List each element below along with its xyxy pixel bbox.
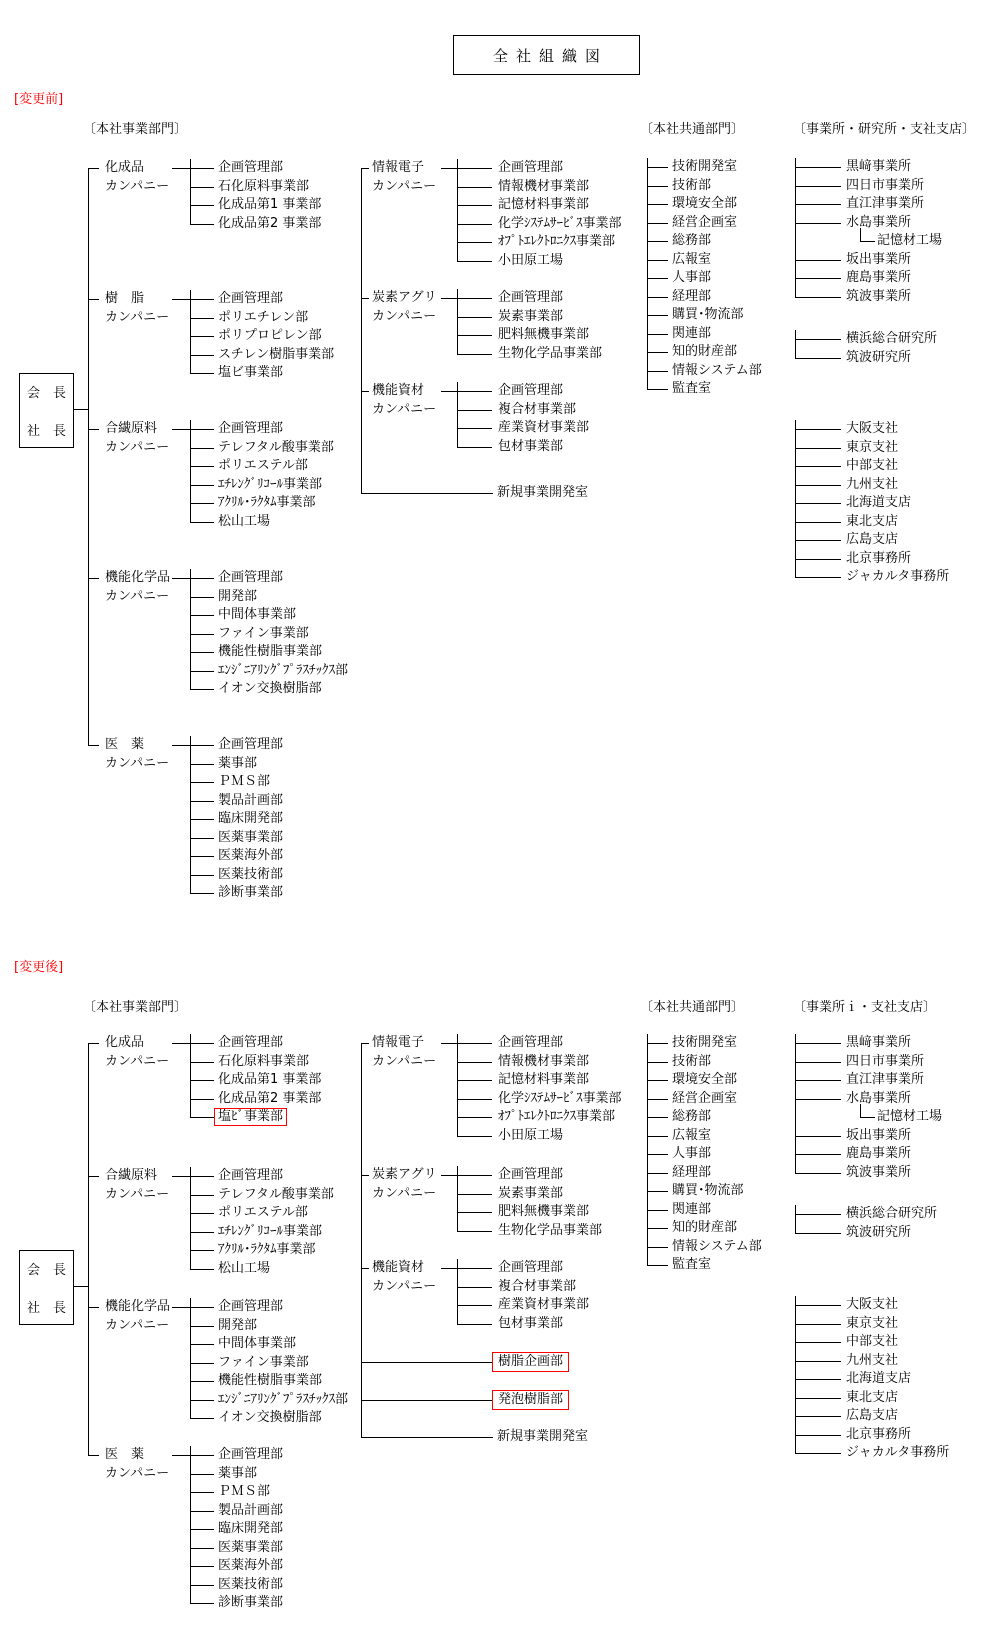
department-item: 監査室 (647, 1256, 762, 1275)
office-item: 直江津事業所 (795, 1071, 942, 1090)
branch-item: ジャカルタ事務所 (795, 568, 949, 587)
department-item: 経営企画室 (647, 214, 762, 233)
department-item: 松山工場 (190, 1260, 334, 1279)
connector-line (88, 1176, 99, 1177)
lab-item: 筑波研究所 (795, 1224, 937, 1243)
department-item: 開発部 (190, 1317, 348, 1336)
company-name: 合繊原料 カンパニー (105, 421, 170, 455)
department-item: ＰＭＳ部 (190, 773, 283, 792)
company-name: 炭素アグリ カンパニー (372, 1167, 437, 1201)
department-item: 技術開発室 (647, 158, 762, 177)
department-item: 複合材事業部 (457, 1278, 589, 1297)
department-item: 臨床開発部 (190, 810, 283, 829)
department-item: ｱｸﾘﾙ･ﾗｸﾀﾑ事業部 (190, 1241, 334, 1260)
company-name: 医 薬 カンパニー (105, 737, 170, 771)
branch-item: 東北支店 (795, 1389, 949, 1408)
department-list (190, 159, 321, 233)
department-item: 企画管理部 (457, 382, 589, 401)
common-department-list (647, 158, 762, 399)
branch-item: 広島支店 (795, 531, 949, 550)
company-name: 炭素アグリ カンパニー (372, 290, 437, 324)
department-item: 機能性樹脂事業部 (190, 643, 348, 662)
department-item: 医薬事業部 (190, 829, 283, 848)
department-item: イオン交換樹脂部 (190, 680, 348, 699)
connector-line (88, 1455, 99, 1456)
department-list (190, 1167, 334, 1278)
department-item: ファイン事業部 (190, 1354, 348, 1373)
department-item: 技術部 (647, 1053, 762, 1072)
connector-line (361, 1043, 369, 1044)
connector-line (361, 1400, 492, 1401)
department-item: 購買･物流部 (647, 1182, 762, 1201)
connector-line (172, 1176, 191, 1177)
trunk-line (361, 1043, 362, 1437)
section-label-after: [変更後] (14, 960, 64, 975)
branch-list (795, 420, 949, 587)
department-item: 企画管理部 (190, 420, 334, 439)
lab-item: 横浜総合研究所 (795, 330, 937, 349)
department-item: 企画管理部 (457, 159, 622, 178)
department-item: ｵﾌﾟﾄｴﾚｸﾄﾛﾆｸｽ事業部 (457, 233, 622, 252)
connector-line (172, 1043, 191, 1044)
connector-line (361, 298, 369, 299)
department-item: 環境安全部 (647, 195, 762, 214)
chart-title: 全社組織図 (453, 35, 640, 75)
department-list (457, 382, 589, 456)
department-item: 企画管理部 (190, 290, 334, 309)
trunk-line (361, 168, 362, 493)
office-list (795, 1034, 942, 1182)
department-item: 企画管理部 (190, 569, 348, 588)
connector-line (88, 168, 99, 169)
header-sites-after: 〔事業所ｉ・支社支店〕 (793, 1000, 937, 1015)
department-item: 環境安全部 (647, 1071, 762, 1090)
department-item: 包材事業部 (457, 1315, 589, 1334)
connector-line (361, 1437, 493, 1438)
department-item: 企画管理部 (457, 289, 602, 308)
department-item: 化成品第1 事業部 (190, 196, 321, 215)
department-item: 炭素事業部 (457, 308, 602, 327)
department-list (190, 1298, 348, 1428)
office-item: 坂出事業所 (795, 1127, 942, 1146)
department-item: 企画管理部 (190, 159, 321, 178)
header-sites-before: 〔事業所・研究所・支社支店〕 (793, 122, 976, 137)
department-list (190, 420, 334, 531)
department-item: 人事部 (647, 269, 762, 288)
chairman-label: 会 長 (26, 386, 66, 401)
department-item: 知的財産部 (647, 343, 762, 362)
company-name: 機能資材 カンパニー (372, 383, 437, 417)
connector-line (441, 298, 458, 299)
company-name: 機能化学品 カンパニー (105, 1299, 171, 1333)
connector-line (361, 1268, 369, 1269)
department-item: 関連部 (647, 1201, 762, 1220)
branch-item: 北海道支店 (795, 1370, 949, 1389)
connector-line (361, 493, 493, 494)
department-item: 医薬技術部 (190, 866, 283, 885)
connector-line (172, 168, 191, 169)
executive-box (19, 1250, 74, 1325)
department-item: 企画管理部 (190, 1034, 321, 1053)
department-item: テレフタル酸事業部 (190, 1186, 334, 1205)
department-item: ＰＭＳ部 (190, 1483, 283, 1502)
department-item: 企画管理部 (190, 1446, 283, 1465)
department-item: 包材事業部 (457, 438, 589, 457)
connector-line (441, 1268, 458, 1269)
connector-line (74, 409, 88, 410)
connector-line (88, 1043, 99, 1044)
department-item: 中間体事業部 (190, 606, 348, 625)
branch-item: ジャカルタ事務所 (795, 1444, 949, 1463)
company-name: 情報電子 カンパニー (372, 1035, 437, 1069)
department-item: 購買･物流部 (647, 306, 762, 325)
department-item: 機能性樹脂事業部 (190, 1372, 348, 1391)
department-item: 経理部 (647, 288, 762, 307)
department-item: 技術部 (647, 177, 762, 196)
company-name: 樹 脂 カンパニー (105, 291, 170, 325)
department-item: 企画管理部 (190, 1298, 348, 1317)
branch-item: 東京支社 (795, 439, 949, 458)
company-name: 化成品 カンパニー (105, 160, 170, 194)
connector-line (361, 1175, 369, 1176)
office-item: 直江津事業所 (795, 195, 942, 214)
branch-item: 北京事務所 (795, 1426, 949, 1445)
department-list (190, 1446, 283, 1613)
office-item: 水島事業所 (795, 214, 942, 233)
department-item: 総務部 (647, 1108, 762, 1127)
department-item: スチレン樹脂事業部 (190, 346, 334, 365)
branch-item: 北海道支店 (795, 494, 949, 513)
lab-list (795, 1205, 937, 1242)
connector-line (88, 1307, 99, 1308)
department-item: 石化原料事業部 (190, 1053, 321, 1072)
department-item: 企画管理部 (457, 1034, 622, 1053)
department-item: 肥料無機事業部 (457, 326, 602, 345)
department-item: 塩ﾋﾞ事業部 (190, 1108, 321, 1127)
department-item: 技術開発室 (647, 1034, 762, 1053)
department-item: ｴﾝｼﾞﾆｱﾘﾝｸﾞﾌﾟﾗｽﾁｯｸｽ部 (190, 662, 348, 681)
company-name: 合繊原料 カンパニー (105, 1168, 170, 1202)
department-item: 医薬事業部 (190, 1539, 283, 1558)
company-name: 機能化学品 カンパニー (105, 570, 171, 604)
department-item: 製品計画部 (190, 1502, 283, 1521)
department-item: ポリエステル部 (190, 1204, 334, 1223)
department-item: 知的財産部 (647, 1219, 762, 1238)
connector-line (441, 391, 458, 392)
connector-line (88, 299, 99, 300)
department-item: 化成品第1 事業部 (190, 1071, 321, 1090)
header-common-after: 〔本社共通部門〕 (640, 1000, 745, 1015)
department-item: 広報室 (647, 1127, 762, 1146)
lab-list (795, 330, 937, 367)
connector-line (441, 1175, 458, 1176)
connector-line (172, 745, 191, 746)
department-item: 化成品第2 事業部 (190, 1090, 321, 1109)
department-item: 情報システム部 (647, 1238, 762, 1257)
department-item: 小田原工場 (457, 1127, 622, 1146)
department-item: 情報システム部 (647, 362, 762, 381)
header-common-before: 〔本社共通部門〕 (640, 122, 745, 137)
department-item: 中間体事業部 (190, 1335, 348, 1354)
department-list (190, 736, 283, 903)
branch-item: 大阪支社 (795, 1296, 949, 1315)
connector-line (361, 1362, 492, 1363)
department-item: 記憶材料事業部 (457, 1071, 622, 1090)
department-list (457, 289, 602, 363)
department-item: 化成品第2 事業部 (190, 215, 321, 234)
department-item: ｵﾌﾟﾄｴﾚｸﾄﾛﾆｸｽ事業部 (457, 1108, 622, 1127)
connector-line (172, 299, 191, 300)
department-item: 生物化学品事業部 (457, 345, 602, 364)
department-list (457, 1259, 589, 1333)
department-item: 情報機材事業部 (457, 1053, 622, 1072)
department-list (457, 1034, 622, 1145)
office-item: 四日市事業所 (795, 177, 942, 196)
department-item: ファイン事業部 (190, 625, 348, 644)
office-item: 記憶材工場 (795, 1108, 942, 1127)
office-item: 鹿島事業所 (795, 1145, 942, 1164)
department-item: 松山工場 (190, 513, 334, 532)
company-name: 医 薬 カンパニー (105, 1447, 170, 1481)
department-item: 産業資材事業部 (457, 1296, 589, 1315)
department-item: 生物化学品事業部 (457, 1222, 602, 1241)
department-list (457, 1166, 602, 1240)
connector-line (172, 1307, 191, 1308)
department-item: ｴﾁﾚﾝｸﾞﾘｺｰﾙ事業部 (190, 1223, 334, 1242)
added-department-box: 樹脂企画部 (492, 1352, 569, 1372)
department-item: テレフタル酸事業部 (190, 439, 334, 458)
header-business-before: 〔本社事業部門〕 (83, 122, 188, 137)
department-item: ポリエステル部 (190, 457, 334, 476)
department-item: 医薬海外部 (190, 1557, 283, 1576)
added-department-box: 発泡樹脂部 (492, 1390, 569, 1410)
office-item: 黒﨑事業所 (795, 158, 942, 177)
president-label: 社 長 (26, 1301, 66, 1316)
connector-line (441, 168, 458, 169)
department-item: 企画管理部 (190, 1167, 334, 1186)
department-item: 人事部 (647, 1145, 762, 1164)
office-item: 水島事業所 (795, 1090, 942, 1109)
department-item: ｱｸﾘﾙ･ﾗｸﾀﾑ事業部 (190, 494, 334, 513)
connector-line (88, 429, 99, 430)
department-list (190, 290, 334, 383)
branch-item: 東京支社 (795, 1315, 949, 1334)
trunk-line (88, 1043, 89, 1455)
company-name: 情報電子 カンパニー (372, 160, 437, 194)
branch-item: 九州支社 (795, 476, 949, 495)
department-item: 監査室 (647, 380, 762, 399)
department-item: 化学ｼｽﾃﾑｻｰﾋﾞｽ事業部 (457, 215, 622, 234)
department-item: 開発部 (190, 588, 348, 607)
lab-item: 筑波研究所 (795, 349, 937, 368)
department-item: 診断事業部 (190, 1594, 283, 1613)
department-item: 塩ビ事業部 (190, 364, 334, 383)
connector-line (361, 168, 369, 169)
department-item: ポリプロピレン部 (190, 327, 334, 346)
office-item: 筑波事業所 (795, 288, 942, 307)
department-item: 記憶材料事業部 (457, 196, 622, 215)
department-item: 企画管理部 (457, 1259, 589, 1278)
department-item: ｴﾁﾚﾝｸﾞﾘｺｰﾙ事業部 (190, 476, 334, 495)
department-item: 産業資材事業部 (457, 419, 589, 438)
department-item: イオン交換樹脂部 (190, 1409, 348, 1428)
department-item: 診断事業部 (190, 884, 283, 903)
office-item: 四日市事業所 (795, 1053, 942, 1072)
office-item: 坂出事業所 (795, 251, 942, 270)
branch-item: 広島支店 (795, 1407, 949, 1426)
branch-item: 九州支社 (795, 1352, 949, 1371)
department-item: 経営企画室 (647, 1090, 762, 1109)
company-name: 機能資材 カンパニー (372, 1260, 437, 1294)
department-item: 総務部 (647, 232, 762, 251)
office-item: 筑波事業所 (795, 1164, 942, 1183)
branch-item: 東北支店 (795, 513, 949, 532)
branch-item: 中部支社 (795, 457, 949, 476)
department-item: 経理部 (647, 1164, 762, 1183)
connector-line (172, 429, 191, 430)
branch-item: 大阪支社 (795, 420, 949, 439)
department-item: 複合材事業部 (457, 401, 589, 420)
department-item: 関連部 (647, 325, 762, 344)
chairman-label: 会 長 (26, 1263, 66, 1278)
department-item: 化学ｼｽﾃﾑｻｰﾋﾞｽ事業部 (457, 1090, 622, 1109)
department-item: 企画管理部 (457, 1166, 602, 1185)
trunk-line (88, 168, 89, 745)
department-item: 企画管理部 (190, 736, 283, 755)
office-item: 記憶材工場 (795, 232, 942, 251)
office-item: 黒﨑事業所 (795, 1034, 942, 1053)
president-label: 社 長 (26, 424, 66, 439)
connector-line (172, 578, 191, 579)
connector-line (361, 391, 369, 392)
connector-line (441, 1043, 458, 1044)
section-label-before: [変更前] (14, 92, 64, 107)
department-item: 石化原料事業部 (190, 178, 321, 197)
department-item: 医薬技術部 (190, 1576, 283, 1595)
branch-list (795, 1296, 949, 1463)
department-item: 医薬海外部 (190, 847, 283, 866)
office-item: 鹿島事業所 (795, 269, 942, 288)
department-list (190, 1034, 321, 1127)
common-department-list (647, 1034, 762, 1275)
new-business-office-label: 新規事業開発室 (497, 1429, 589, 1444)
branch-item: 中部支社 (795, 1333, 949, 1352)
department-item: ｴﾝｼﾞﾆｱﾘﾝｸﾞﾌﾟﾗｽﾁｯｸｽ部 (190, 1391, 348, 1410)
department-item: 製品計画部 (190, 792, 283, 811)
executive-box (19, 373, 74, 448)
department-item: 小田原工場 (457, 252, 622, 271)
department-list (457, 159, 622, 270)
department-item: 情報機材事業部 (457, 178, 622, 197)
connector-line (74, 1286, 88, 1287)
new-business-office-label: 新規事業開発室 (497, 485, 589, 500)
connector-line (88, 578, 99, 579)
connector-line (88, 745, 99, 746)
company-name: 化成品 カンパニー (105, 1035, 170, 1069)
department-item: ポリエチレン部 (190, 309, 334, 328)
department-list (190, 569, 348, 699)
connector-line (172, 1455, 191, 1456)
office-list (795, 158, 942, 306)
department-item: 肥料無機事業部 (457, 1203, 602, 1222)
department-item: 薬事部 (190, 755, 283, 774)
department-item: 薬事部 (190, 1465, 283, 1484)
lab-item: 横浜総合研究所 (795, 1205, 937, 1224)
branch-item: 北京事務所 (795, 550, 949, 569)
department-item: 広報室 (647, 251, 762, 270)
department-item: 炭素事業部 (457, 1185, 602, 1204)
header-business-after: 〔本社事業部門〕 (83, 1000, 188, 1015)
department-item: 臨床開発部 (190, 1520, 283, 1539)
